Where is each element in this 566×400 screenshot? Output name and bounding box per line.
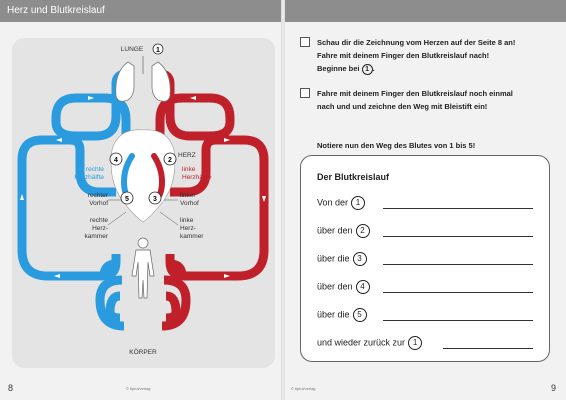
answer-line[interactable] [383, 292, 533, 293]
fill-row: Von der 1 [317, 196, 365, 210]
aorta-red [170, 140, 264, 276]
task-2-text: Fahre mit deinem Finger den Blutkreislauf noch einmal nach und und zeichne den Weg mit Bleistift ein! [317, 89, 513, 111]
box-title: Der Blutkreislauf [317, 172, 390, 182]
number-2: 2 [168, 157, 172, 164]
answer-line[interactable] [443, 348, 533, 349]
body-branch-red-3 [166, 296, 176, 318]
lung-icon [116, 56, 171, 101]
label-rechte-herzhaelfte-2: Herzhälfte [74, 174, 104, 181]
answer-line[interactable] [383, 264, 533, 265]
book-gutter [281, 0, 285, 400]
label-linke-kammer-1: linke [180, 217, 194, 224]
fill-row: und wieder zurück zur 1 [317, 336, 422, 350]
fill-row: über die 5 [317, 308, 367, 322]
number-5: 5 [125, 196, 129, 203]
answer-line[interactable] [383, 236, 533, 237]
label-linke-kammer-3: kammer [180, 233, 204, 240]
task-1-checkbox[interactable] [300, 37, 310, 47]
label-herz: HERZ [178, 152, 196, 159]
vena-cava-blue [22, 140, 116, 276]
copyright-left: © tiptoi/verlag [126, 386, 151, 391]
page-number-left: 8 [8, 383, 14, 393]
label-rechte-kammer-3: kammer [84, 233, 108, 240]
instruction-text: Notiere nun den Weg des Blutes von 1 bis 5! [317, 141, 476, 150]
number-4: 4 [114, 157, 118, 164]
label-linke-herzhaelfte-1: linke [182, 166, 196, 173]
fill-row: über die 3 [317, 252, 367, 266]
label-linker-vorhof-1: linker [180, 192, 196, 199]
copyright-right: © tiptoi/verlag [291, 386, 316, 391]
lunge-number: 1 [156, 47, 160, 54]
task-1-text: Schau dir die Zeichnung vom Herzen auf der Seite 8 an! Fahre mit deinem Finger den Blutkreislauf nach! Beginne bei 1 . [317, 38, 516, 73]
page-title: Herz und Blutkreislauf [7, 5, 105, 16]
header-bar-right [283, 0, 566, 22]
answer-line[interactable] [383, 208, 533, 209]
fill-row: über den 4 [317, 280, 370, 294]
answer-line[interactable] [383, 320, 533, 321]
task-1-start-circle: 1 [362, 64, 373, 75]
label-rechter-vorhof-1: rechter [87, 192, 108, 199]
fill-row: über den 2 [317, 224, 370, 238]
label-linker-vorhof-2: Vorhof [180, 200, 199, 207]
label-rechter-vorhof-2: Vorhof [89, 200, 108, 207]
worksheet-box [300, 155, 550, 362]
label-rechte-herzhaelfte-1: rechte [85, 166, 104, 173]
label-linke-kammer-2: Herz- [180, 225, 196, 232]
label-lunge: LUNGE [120, 46, 144, 53]
body-branch-blue-3 [110, 296, 120, 318]
page-number-right: 9 [551, 383, 557, 393]
heart-shape [111, 130, 175, 222]
label-rechte-kammer-1: rechte [89, 217, 108, 224]
label-linke-herzhaelfte-2: Herzhälfte [182, 174, 212, 181]
right-page [283, 0, 566, 400]
task-2-checkbox[interactable] [300, 88, 310, 98]
human-figure-icon [132, 238, 154, 298]
number-3: 3 [153, 196, 157, 203]
label-rechte-kammer-2: Herz- [92, 225, 108, 232]
label-koerper: KÖRPER [129, 349, 157, 356]
